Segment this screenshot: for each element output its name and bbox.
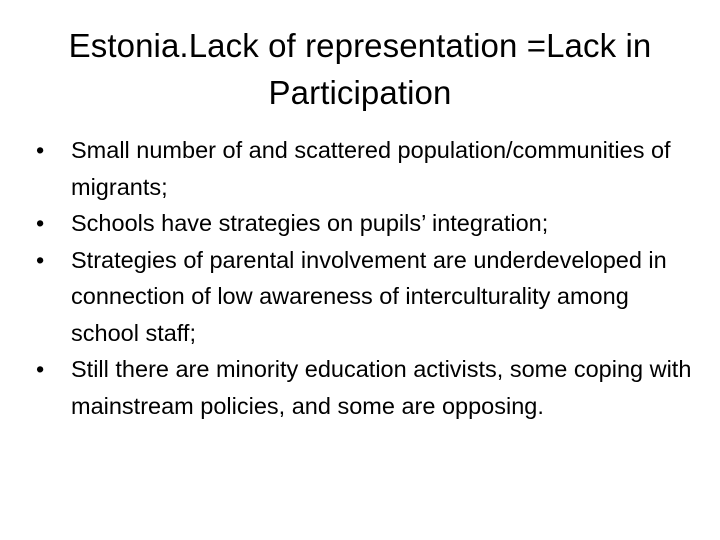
bullet-item bbox=[36, 205, 696, 242]
bullet-text: Still there are minority education activists, some coping with mainstream policies, and some are opposing. bbox=[71, 356, 692, 419]
bullet-item bbox=[36, 351, 696, 424]
slide-title-text: Lack of representation =Lack in Participation bbox=[188, 27, 652, 111]
bullet-text: Strategies of parental involvement are underdeveloped in connection of low awareness of interculturality among school staff; bbox=[71, 246, 667, 346]
slide-title bbox=[30, 22, 690, 116]
bullet-icon: • bbox=[36, 246, 45, 273]
bullet-icon: • bbox=[36, 356, 45, 382]
bullet-item bbox=[36, 132, 696, 205]
bullet-text: Small number of and scattered population/communities of migrants; bbox=[71, 137, 671, 200]
bullet-icon: • bbox=[36, 210, 45, 236]
bullet-item bbox=[36, 242, 696, 352]
bullet-text: Schools have strategies on pupils’ integration; bbox=[71, 210, 549, 236]
bullet-icon: • bbox=[36, 137, 45, 163]
bullet-list bbox=[36, 132, 696, 424]
slide-title-country: Estonia. bbox=[68, 27, 189, 64]
